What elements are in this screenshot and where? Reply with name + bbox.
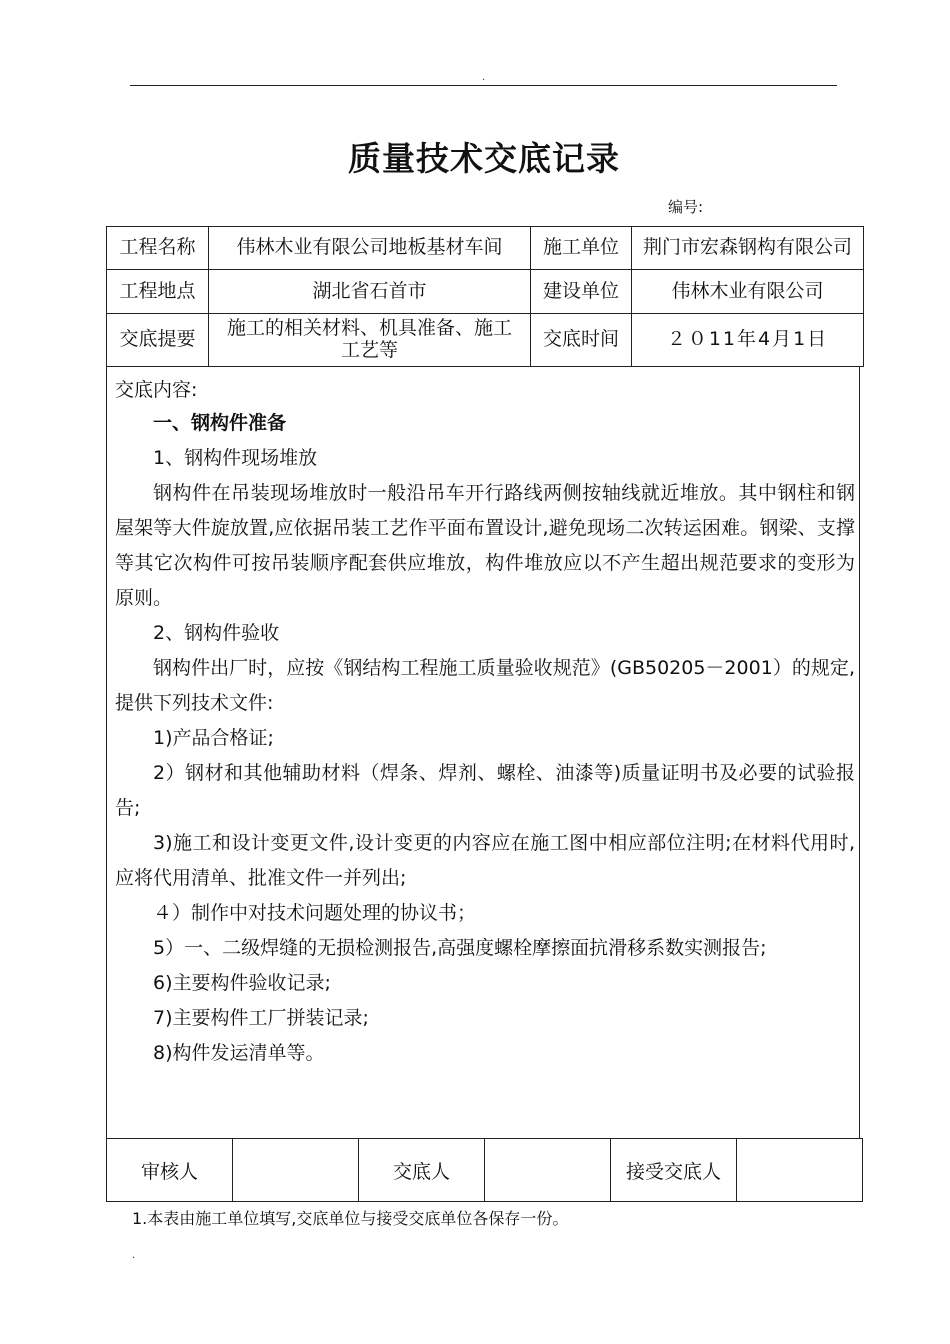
item-title: 1、钢构件现场堆放 [153,447,318,469]
project-name-label: 工程名称 [107,227,209,270]
table-row [107,314,864,367]
discloser-signature-cell [485,1139,611,1202]
list-item: 3)施工和设计变更文件,设计变更的内容应在施工图中相应部位注明;在材料代用时,应将代用清单、批准文件一并列出; [115,832,855,889]
list-item: ４）制作中对技术问题处理的协议书； [153,902,477,924]
owner-value: 伟林木业有限公司 [632,270,864,314]
date-value: ２０11年4月1日 [632,314,864,367]
contractor-label: 施工单位 [531,227,632,270]
header-rule [130,85,837,86]
summary-value: 施工的相关材料、机具准备、施工工艺等 [209,314,531,367]
receiver-label: 接受交底人 [611,1139,737,1202]
list-item: 6)主要构件验收记录; [153,972,331,994]
summary-label: 交底提要 [107,314,209,367]
location-label: 工程地点 [107,270,209,314]
footnote: 1.本表由施工单位填写,交底单位与接受交底单位各保存一份。 [132,1209,569,1228]
location-value: 湖北省石首市 [209,270,531,314]
section-heading: 一、钢构件准备 [153,412,287,434]
list-item: 5）一、二级焊缝的无损检测报告,高强度螺栓摩擦面抗滑移系数实测报告; [153,937,767,959]
receiver-signature-cell [737,1139,863,1202]
footer-mark: . [132,1250,136,1261]
disclosure-content [106,366,860,1138]
project-name-value: 伟林木业有限公司地板基材车间 [209,227,531,270]
date-label: 交底时间 [531,314,632,367]
table-row [107,270,864,314]
table-row [107,227,864,270]
signature-table [106,1138,863,1202]
list-item: 8)构件发运清单等。 [153,1042,325,1064]
list-item: 1)产品合格证; [153,727,274,749]
document-title: 质量技术交底记录 [348,139,620,178]
content-label: 交底内容: [115,379,198,401]
header-mark: . [482,72,486,83]
list-item: 7)主要构件工厂拼装记录; [153,1007,369,1029]
item-paragraph: 钢构件在吊装现场堆放时一般沿吊车开行路线两侧按轴线就近堆放。其中钢柱和钢屋架等大件旋放置,应依据吊装工艺作平面布置设计,避免现场二次转运困难。钢梁、支撑等其它次构件可按吊装顺序配套供应堆放，构件堆放应以不产生超出规范要求的变形为原则。 [115,482,855,609]
discloser-label: 交底人 [359,1139,485,1202]
item-title: 2、钢构件验收 [153,622,280,644]
project-info-table [106,226,864,367]
owner-label: 建设单位 [531,270,632,314]
reviewer-label: 审核人 [107,1139,233,1202]
serial-number-label: 编号: [668,198,704,216]
reviewer-signature-cell [233,1139,359,1202]
list-item: 2）钢材和其他辅助材料（焊条、焊剂、螺栓、油漆等)质量证明书及必要的试验报告; [115,762,855,819]
contractor-value: 荆门市宏森钢构有限公司 [632,227,864,270]
table-row [107,1139,863,1202]
item-paragraph: 钢构件出厂时，应按《钢结构工程施工质量验收规范》(GB50205－2001）的规定,提供下列技术文件: [115,657,855,714]
